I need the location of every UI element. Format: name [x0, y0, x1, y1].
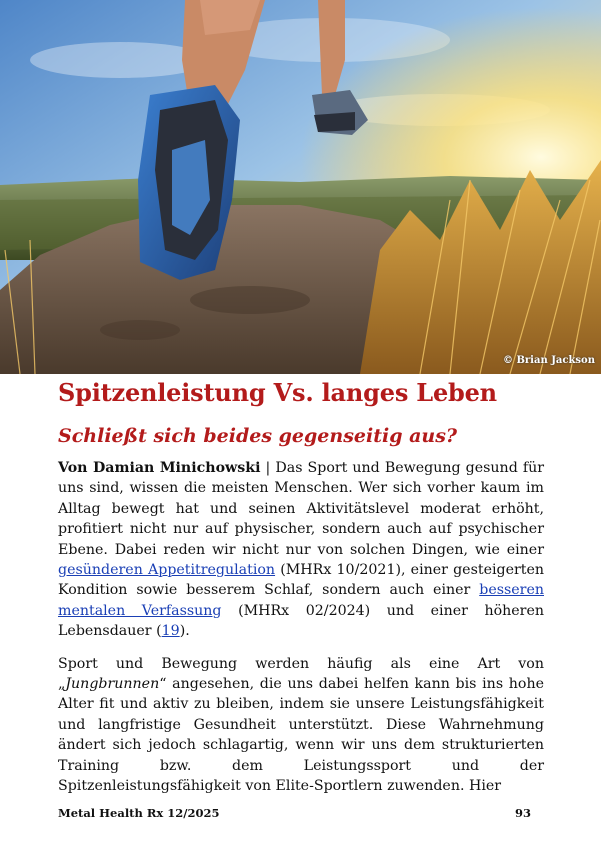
- reference-link[interactable]: 19: [161, 623, 180, 640]
- emphasis: Jungbrunnen: [65, 676, 160, 693]
- article-title: Spitzenleistung Vs. langes Leben: [58, 378, 497, 407]
- link-mentale-verfassung[interactable]: besseren mentalen Verfassung: [58, 582, 544, 619]
- text: Das Sport und Bewegung gesund für uns sind, wissen die meisten Menschen. Wer sich vorher kaum im Alltag bewegt hat und seinen Aktivitätslevel moderat erhöht, profitiert nicht nur auf physischer, sondern auch auf psychischer Ebene. Dabei reden wir nicht nur von solchen Dingen, wie einer: [58, 460, 544, 558]
- page-footer: [58, 806, 531, 820]
- page-number: 93: [514, 806, 531, 820]
- paragraph-2: [58, 654, 544, 797]
- text: (MHRx 10/2021), einer gesteigerten Kondition sowie besserem Schlaf, sondern auch einer: [58, 562, 544, 599]
- hero-image: [0, 0, 601, 374]
- byline-separator: |: [260, 460, 276, 476]
- paragraph-1: [58, 458, 544, 642]
- text: ).: [179, 623, 190, 640]
- article-body: [58, 458, 544, 809]
- byline: Von Damian Minichowski: [58, 460, 261, 476]
- text: (MHRx 02/2024) und einer höheren Lebensdauer (: [58, 602, 544, 640]
- publication-name: Metal Health Rx 12/2025: [58, 806, 220, 820]
- article-subtitle: Schließt sich beides gegenseitig aus?: [58, 425, 458, 447]
- photo-credit: © Brian Jackson: [502, 355, 595, 366]
- link-appetitregulation[interactable]: gesünderen Appetitregulation: [58, 562, 276, 579]
- text: Sport und Bewegung werden häufig als eine Art von „: [58, 655, 544, 693]
- text: “ angesehen, die uns dabei helfen kann bis ins hohe Alter fit und aktiv zu bleiben, indem sie unsere Leistungsfähigkeit und langfristige Gesundheit unterstützt. Diese Wahrnehmung ändert sich jedoch schlagartig, wenn wir uns dem strukturierten Training bzw. dem Leistungssport und der Spitzenleistungsfähigkeit von Elite-Sportlern zuwenden. Hier: [58, 676, 544, 795]
